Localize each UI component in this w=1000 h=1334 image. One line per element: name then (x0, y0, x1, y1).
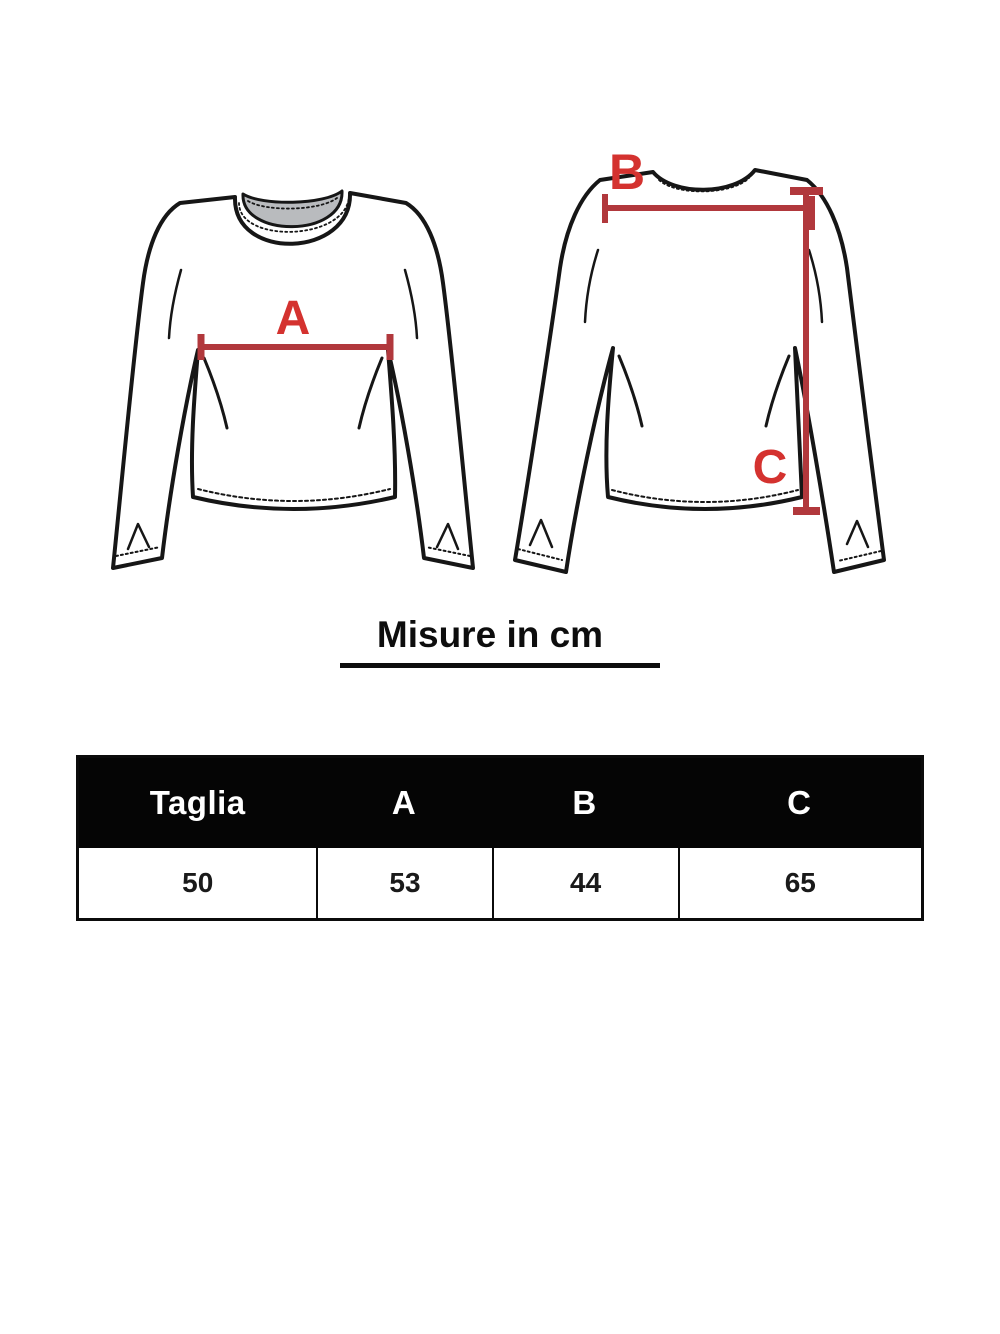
col-header-taglia: Taglia (149, 784, 246, 821)
title-underline (340, 663, 660, 668)
cell-b-value: 44 (492, 848, 678, 918)
cell-c-value: 65 (678, 848, 921, 918)
back-garment-sketch (515, 170, 884, 572)
measurement-label-a: A (275, 292, 311, 345)
col-header-a: A (391, 784, 417, 821)
cell-a-value: 53 (316, 848, 491, 918)
measurement-label-b: B (608, 144, 646, 200)
front-garment-sketch (113, 191, 473, 568)
measurement-label-c: C (752, 441, 788, 494)
size-table-header-row (79, 758, 921, 848)
col-header-c: C (787, 784, 812, 821)
page-title: Misure in cm (376, 614, 604, 655)
col-header-b: B (572, 784, 597, 821)
cell-taglia-value: 50 (182, 867, 214, 898)
title-block (0, 614, 1000, 668)
size-table (76, 755, 924, 921)
size-table-data-row (79, 848, 921, 918)
